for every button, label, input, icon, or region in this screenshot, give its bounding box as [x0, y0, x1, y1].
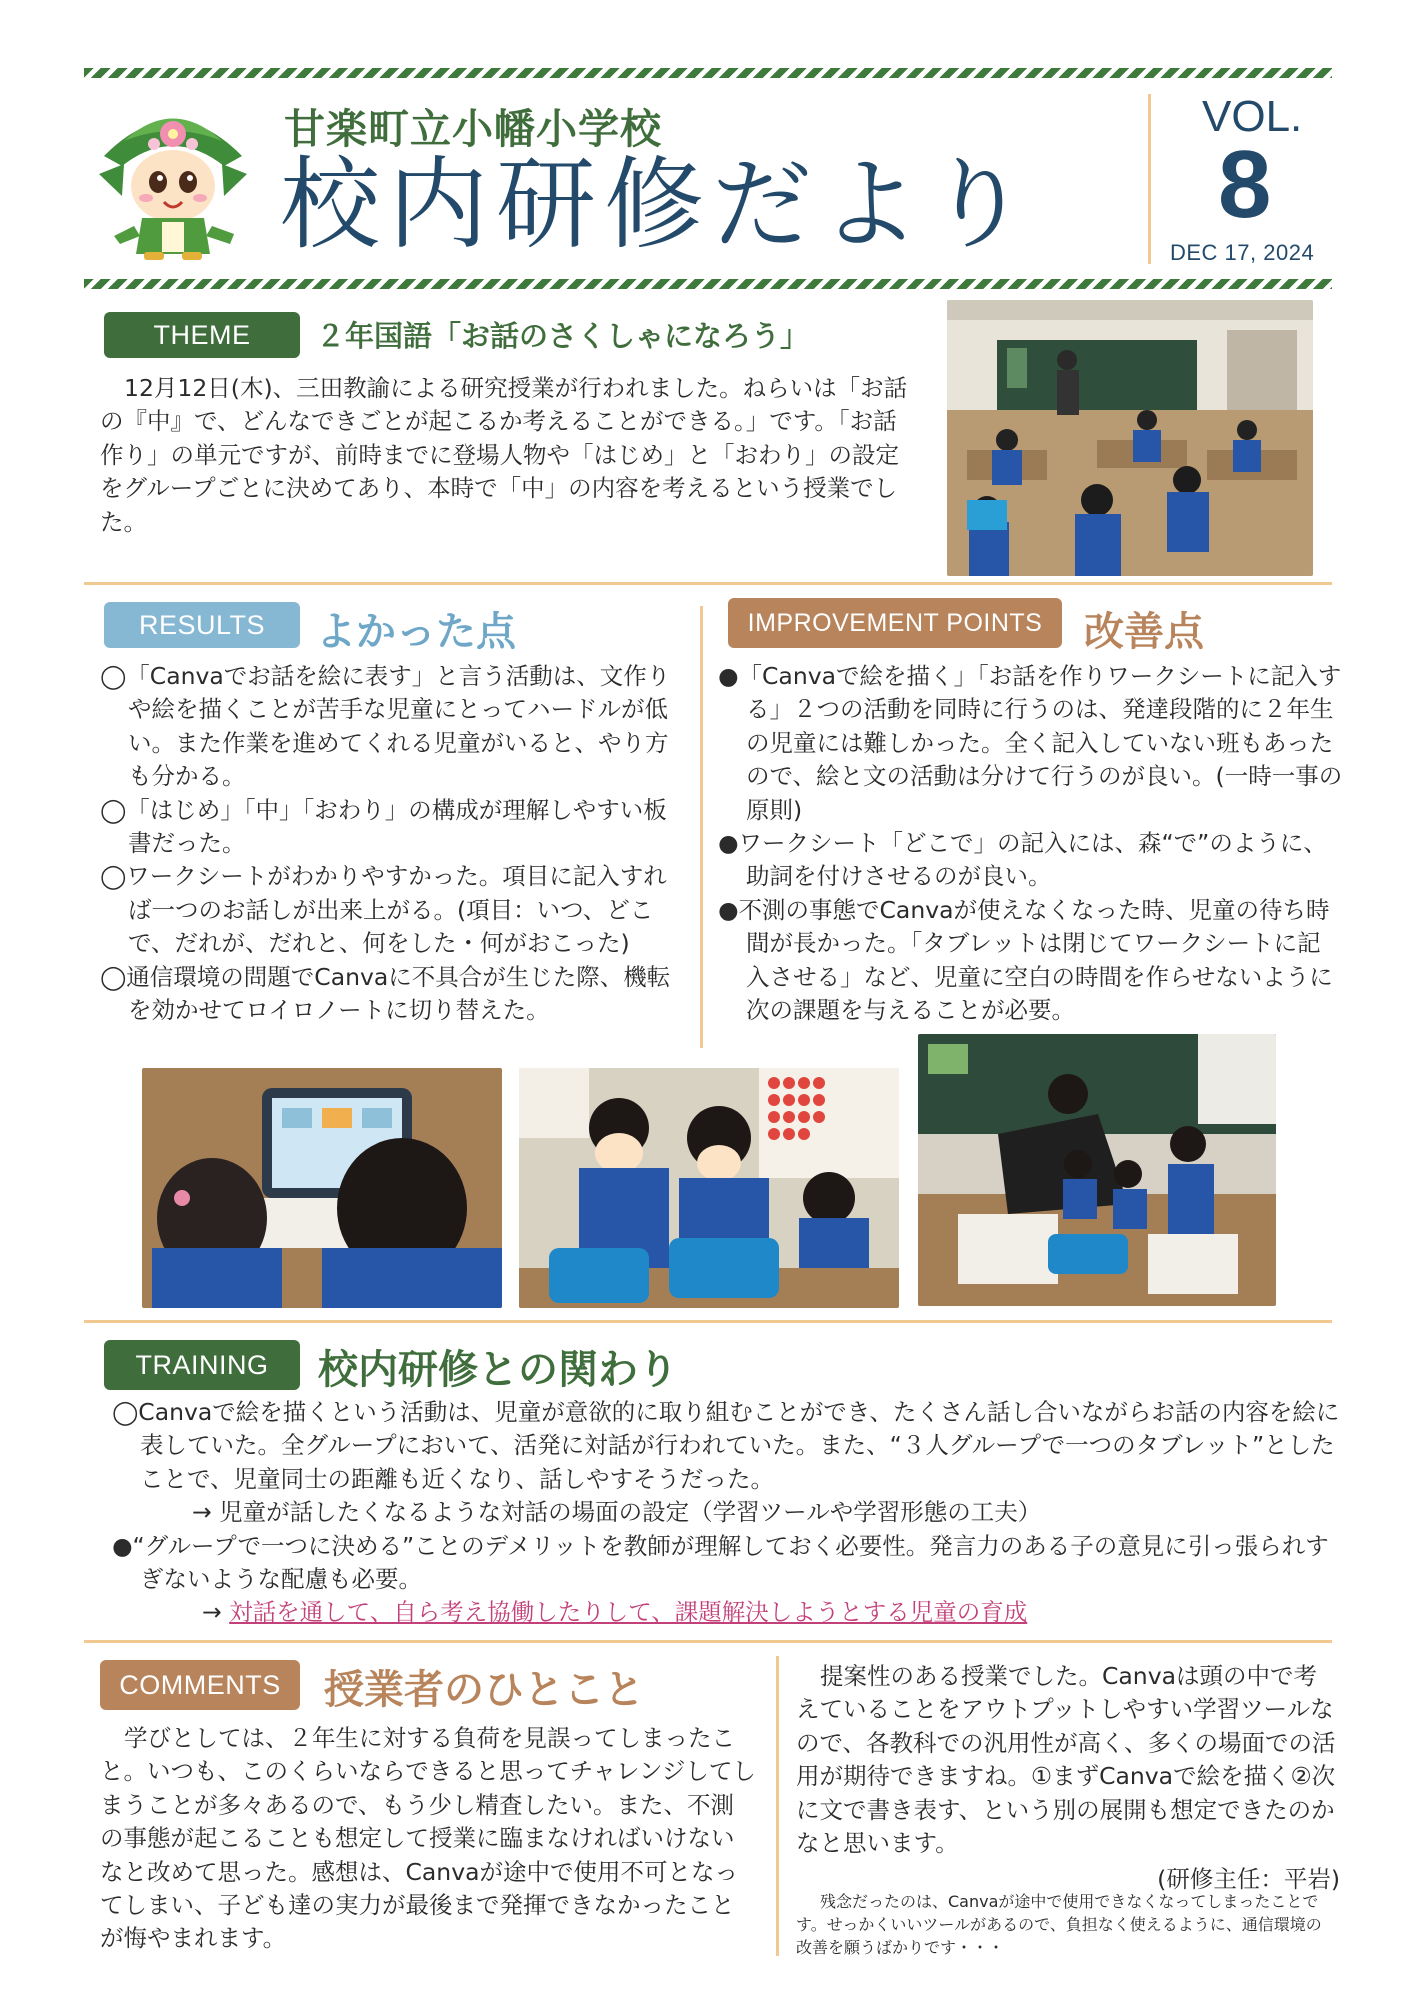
training-item-1: ◯Canvaで絵を描くという活動は、児童が意欲的に取り組むことができ、たくさん話し合いながらお話の内容を絵に表していた。全グループにおいて、活発に対話が行われていた。また、“３人グループで一つのタブレット”としたことで、児童同士の距離も近くなり、話しやすそうだった。 [112, 1398, 1340, 1493]
theme-badge: THEME [104, 312, 300, 358]
improvement-item-1: ●「Canvaで絵を描く」「お話を作りワークシートに記入する」２つの活動を同時に行うのは、発達段階的に２年生の児童には難しかった。全く記入していない班もあったので、絵と文の活動は分けて行うのが良い。(一時一事の原則) [718, 662, 1343, 824]
comments-divider [776, 1656, 779, 1956]
teacher-comment: 学びとしては、２年生に対する負荷を見誤ってしまったこと。いつも、このくらいならできると思ってチャレンジしてしまうことが多々あるので、もう少し精査したい。また、不測の事態が起こることも想定して授業に臨まなければいけないなと改めて思った。感想は、Canvaが途中で使用不可となってしまい、子ども達の実力が最後まで発揮できなかったことが悔やまれます。 [100, 1724, 756, 1953]
results-badge: RESULTS [104, 602, 300, 648]
teacher-support-photo [918, 1034, 1276, 1306]
results-title: よかった点 [316, 609, 516, 655]
chief-signature: (研修主任：平岩) [1157, 1865, 1340, 1893]
results-item-1: ◯「Canvaでお話を絵に表す」と言う活動は、文作りや絵を描くことが苦手な児童にとってハードルが低い。また作業を進めてくれる児童がいると、やり方も分かる。 [100, 662, 671, 791]
training-item-2: ●“グループで一つに決める”ことのデメリットを教師が理解しておく必要性。発言力のある子の意見に引っ張られすぎないような配慮も必要。 [112, 1531, 1329, 1594]
header-bottom-stripe [84, 279, 1332, 289]
improvement-item-3: ●不測の事態でCanvaが使えなくなった時、児童の待ち時間が長かった。「タブレットは閉じてワークシートに記入させる」など、児童に空白の時間を作らせないように次の課題を与えることが必要。 [718, 895, 1333, 1025]
vol-number: 8 [1218, 131, 1272, 238]
comments-title: 授業者のひとこと [324, 1667, 644, 1713]
arrow-2-prefix: → [202, 1598, 230, 1627]
header-top-stripe [84, 68, 1332, 78]
section-divider-2 [84, 1320, 1332, 1323]
closing-note: 残念だったのは、Canvaが途中で使用できなくなってしまったことです。せっかくいいツールがあるので、負担なく使えるように、通信環境の改善を願うばかりです・・・ [796, 1892, 1322, 1957]
training-goal-link: 対話を通して、自ら考え協働したりして、課題解決しようとする児童の育成 [229, 1598, 1028, 1627]
results-item-3: ◯ワークシートがわかりやすかった。項目に記入すれば一つのお話しが出来上がる。(項目：いつ、どこで、だれが、だれと、何をした・何がおこった) [100, 862, 667, 958]
results-list [100, 660, 678, 1027]
tablet-students-photo [142, 1068, 502, 1308]
results-divider [700, 606, 703, 1048]
section-divider-1 [84, 582, 1332, 585]
training-arrow-1: → 児童が話したくなるような対話の場面の設定（学習ツールや学習形態の工夫） [192, 1498, 1042, 1527]
classroom-photo [947, 300, 1313, 576]
newsletter-title: 校内研修だより [280, 146, 1036, 263]
training-arrow-2 [112, 1596, 1346, 1629]
theme-title: ２年国語「お話のさくしゃになろう」 [316, 319, 810, 353]
mascot-logo [84, 86, 262, 264]
improvement-badge: IMPROVEMENT POINTS [728, 598, 1062, 648]
improvement-list [718, 660, 1344, 1027]
chief-comment: 提案性のある授業でした。Canvaは頭の中で考えていることをアウトプットしやすい学習ツールなので、各教科での汎用性が高く、多くの場面での活用が期待できますね。①まずCanvaで絵を描く②次に文で書き表す、という別の展開も想定できたのかなと思います。 [796, 1662, 1336, 1858]
issue-date: DEC 17, 2024 [1170, 240, 1315, 265]
vol-label: VOL. [1202, 92, 1303, 141]
training-title: 校内研修との関わり [318, 1347, 678, 1393]
theme-paragraph: 12月12日(木)、三田教諭による研究授業が行われました。ねらいは「お話の『中』で、どんなできごとが起こるか考えることができる。」です。「お話作り」の単元ですが、前時までに登場人物や「はじめ」と「おわり」の設定をグループごとに決めてあり、本時で「中」の内容を考えるという授業でした。 [100, 374, 908, 536]
section-divider-3 [84, 1640, 1332, 1643]
comments-badge: COMMENTS [100, 1660, 300, 1710]
improvement-title: 改善点 [1084, 609, 1204, 655]
improvement-item-2: ●ワークシート「どこで」の記入には、森“で”のように、助詞を付けさせるのが良い。 [718, 829, 1327, 891]
results-item-2: ◯「はじめ」「中」「おわり」の構成が理解しやすい板書だった。 [100, 795, 667, 858]
group-tablet-photo [519, 1068, 899, 1308]
results-item-4: ◯通信環境の問題でCanvaに不具合が生じた際、機転を効かせてロイロノートに切り替えた。 [100, 962, 671, 1025]
school-name: 甘楽町立小幡小学校 [284, 105, 662, 153]
training-badge: TRAINING [104, 1340, 300, 1390]
training-body [112, 1396, 1346, 1630]
header-divider [1148, 94, 1151, 264]
